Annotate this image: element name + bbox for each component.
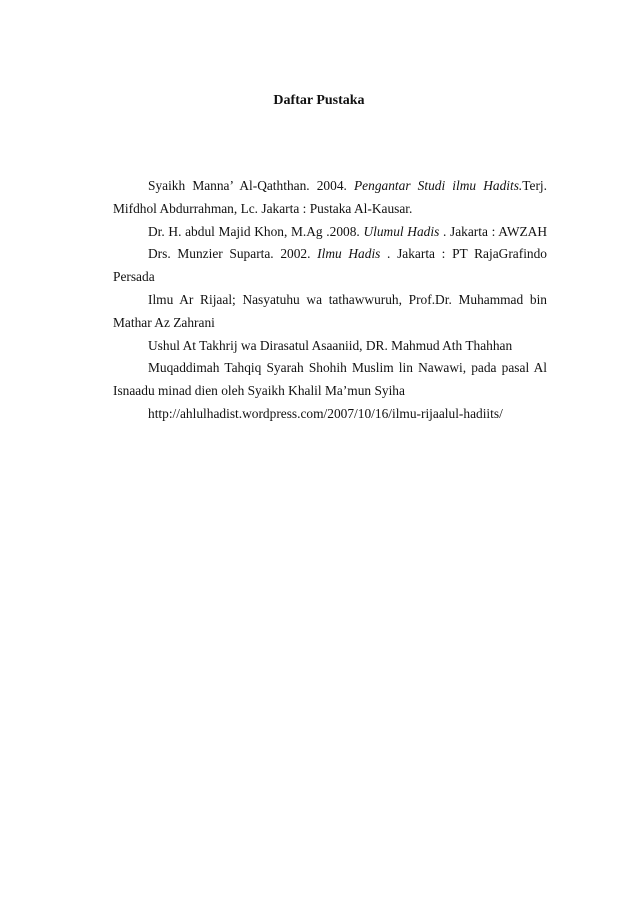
- reference-title-italic: Pengantar Studi ilmu Hadits.: [354, 178, 523, 193]
- reference-item: [113, 221, 547, 244]
- reference-text: . Jakarta : PT RajaGrafindo Persada: [113, 246, 548, 285]
- reference-text: Drs. Munzier Suparta. 2002.: [148, 246, 318, 262]
- reference-title-italic: Ulumul Hadis: [363, 223, 440, 239]
- reference-text: . Jakarta : AWZAH: [439, 223, 547, 239]
- reference-text: Ushul At Takhrij wa Dirasatul Asaaniid, DR. Mahmud Ath Thahhan: [148, 337, 513, 353]
- reference-item: [113, 175, 547, 221]
- reference-text: Syaikh Manna’ Al-Qaththan. 2004.: [148, 178, 354, 193]
- reference-item: [113, 243, 547, 289]
- reference-text: Muqaddimah Tahqiq Syarah Shohih Muslim lin Nawawi, pada pasal Al Isnaadu minad dien oleh Syaikh Khalil Ma’mun Syiha: [113, 360, 547, 399]
- reference-text: Terj. Mifdhol Abdurrahman, Lc. Jakarta : Pustaka Al-Kausar.: [113, 178, 547, 216]
- reference-title-italic: Ilmu Hadis: [317, 246, 381, 262]
- reference-url: http://ahlulhadist.wordpress.com/2007/10/16/ilmu-rijaalul-hadiits/: [148, 405, 503, 421]
- reference-text: Dr. H. abdul Majid Khon, M.Ag .2008.: [148, 223, 364, 239]
- reference-item: [113, 357, 547, 403]
- reference-item: [113, 335, 547, 358]
- reference-list: [113, 175, 547, 426]
- page-title: Daftar Pustaka: [273, 93, 365, 108]
- reference-text: Ilmu Ar Rijaal; Nasyatuhu wa tathawwuruh, Prof.Dr. Muhammad bin Mathar Az Zahrani: [113, 291, 547, 330]
- reference-item: [113, 403, 547, 426]
- reference-item: [113, 289, 547, 335]
